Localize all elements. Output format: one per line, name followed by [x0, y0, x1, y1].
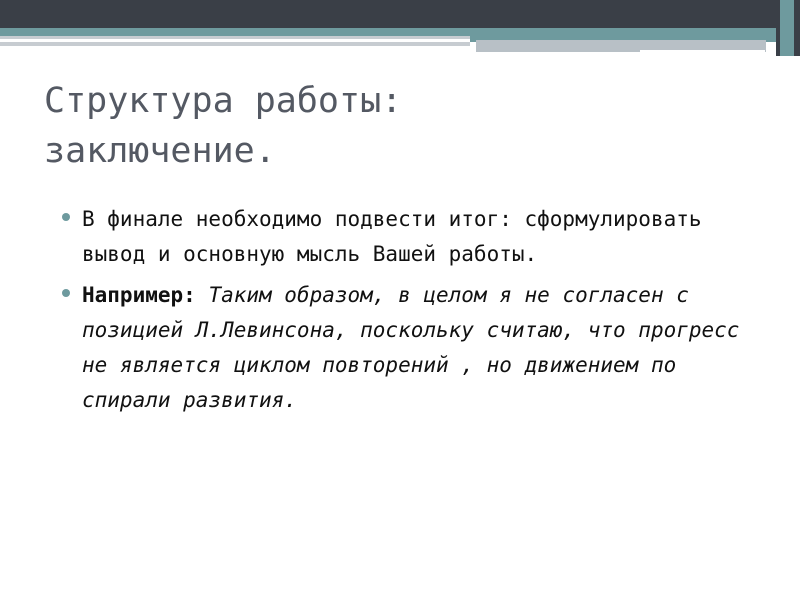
- slide-title: [44, 76, 744, 176]
- bullet-item-2: [62, 278, 742, 418]
- bullet-text: [82, 278, 742, 418]
- header-divider-line: [0, 39, 470, 42]
- example-text: Таким образом, в целом я не согласен с позицией Л.Левинсона, поскольку считаю, что прогресс не является циклом повторений , но движением по спирали развития.: [82, 283, 740, 412]
- title-line-1: Структура работы:: [44, 81, 403, 121]
- header-divider-line-right: [640, 50, 765, 53]
- bullet-dot-icon: [62, 213, 70, 221]
- slide-content: [62, 202, 742, 424]
- header-band-dark: [0, 0, 800, 28]
- example-label: Например:: [82, 283, 196, 307]
- header-accent-inner: [780, 0, 794, 56]
- bullet-item-1: [62, 202, 742, 272]
- bullet-text: В финале необходимо подвести итог: сформулировать вывод и основную мысль Вашей работы.: [82, 207, 702, 266]
- bullet-dot-icon: [62, 289, 70, 297]
- title-line-2: заключение.: [44, 131, 276, 171]
